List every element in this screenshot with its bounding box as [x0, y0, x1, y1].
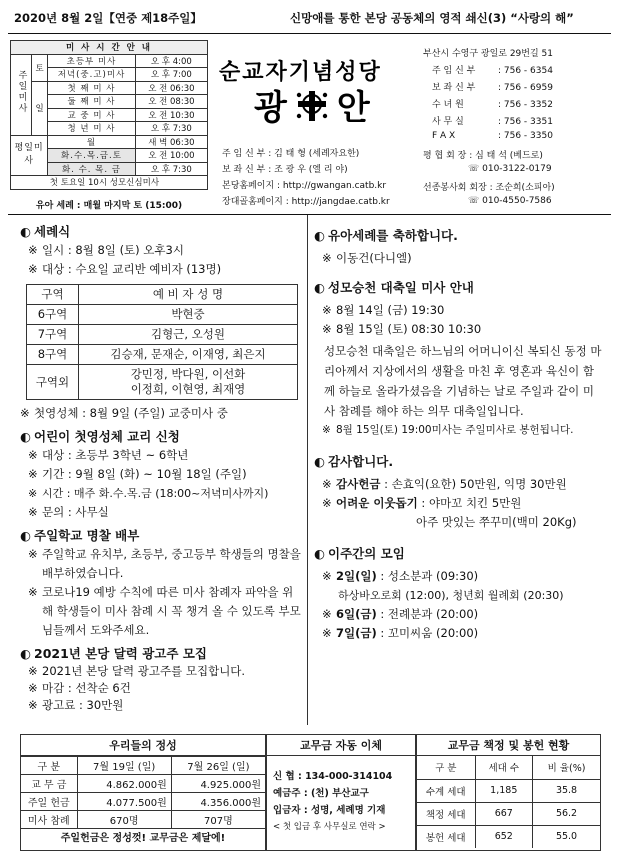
top-divider — [8, 214, 611, 215]
table-cell: 미사 참례 — [21, 811, 77, 829]
section-kids-title: ◐ 어린이 첫영성체 교리 신청 — [20, 429, 180, 444]
mass-time: 오 전 06:30 — [135, 81, 207, 95]
list-item: ※ 감사헌금 : 손효익(요한) 50만원, 익명 30만원 — [322, 477, 567, 491]
mass-time: 오 후 7:00 — [135, 68, 207, 82]
mass-time: 오 후 4:00 — [135, 54, 207, 68]
table-cell: 김형근, 오성원 — [79, 325, 298, 345]
weekday-mass-label: 평일미사 — [11, 135, 48, 176]
transfer-box — [266, 734, 416, 851]
mass-time: 오 후 7:30 — [135, 162, 207, 176]
issue-date: 2020년 8월 2일【연중 제18주일】 — [14, 11, 202, 25]
depositor-note: 입금자 : 성명, 세례명 기재 — [273, 805, 386, 816]
mass-name: 화. 수. 목. 금 — [48, 162, 135, 176]
mass-time: 오 전 10:00 — [135, 149, 207, 163]
contact-line: 수 녀 원 : 756 - 3352 — [432, 100, 553, 110]
list-item: ※ 마감 : 선착순 6건 — [28, 681, 131, 695]
list-item: ※ 광고료 : 30만원 — [28, 698, 124, 712]
table-header: 7월 26일 (일) — [171, 757, 265, 775]
list-item: ※ 기간 : 9월 8일 (화) ~ 10월 18일 (주일) — [28, 467, 247, 481]
table-cell: 수계 세대 — [417, 779, 475, 802]
sunday-mass-label: 주일미사 — [11, 54, 32, 135]
finance-footer: 주일헌금은 정성껏! 교무금은 제달에! — [60, 833, 226, 844]
table-cell: 김승재, 문재순, 이재영, 최은지 — [79, 345, 298, 365]
catechumen-table — [26, 284, 298, 400]
finance-table — [21, 756, 265, 829]
volunteer-president: 선종봉사회 회장 : 조순희(소피아) — [423, 183, 555, 193]
table-header: 예 비 자 성 명 — [79, 285, 298, 305]
mass-time: 오 전 08:30 — [135, 95, 207, 109]
mass-name: 저녁(중.고)미사 — [48, 68, 135, 82]
section-baptism-title: ◐ 세례식 — [20, 224, 71, 239]
list-item-continued: 아주 맛있는 쭈꾸미(백미 20Kg) — [416, 515, 577, 529]
issue-theme: 신망애를 통한 본당 공동체의 영적 쇄신(3) “사랑의 해” — [290, 11, 574, 25]
table-cell: 707명 — [171, 811, 265, 829]
mass-time: 새 벽 06:30 — [135, 135, 207, 149]
table-cell: 주일 헌금 — [21, 793, 77, 811]
transfer-details — [267, 756, 415, 836]
table-header: 구 분 — [417, 756, 475, 779]
stats-title: 교무금 책정 및 봉헌 현황 — [417, 735, 600, 756]
mass-schedule-title: 미 사 시 간 안 내 — [11, 41, 208, 55]
list-item: ※ 8월 15일 (토) 08:30 10:30 — [322, 322, 482, 336]
parish-homepage-link[interactable]: 본당홈페이지 : http://gwangan.catb.kr — [222, 181, 387, 191]
mass-schedule-table — [10, 40, 208, 190]
section-thanks-title: ◐ 감사합니다. — [314, 454, 394, 469]
table-header: 세대 수 — [475, 756, 533, 779]
title-left: 광 — [254, 88, 287, 128]
contact-line: F A X : 756 - 3350 — [432, 131, 553, 141]
mass-time: 오 후 7:30 — [135, 122, 207, 136]
mass-name: 둘 째 미 사 — [48, 95, 135, 109]
left-column — [20, 222, 302, 714]
parish-name: 순교자기념성당 — [219, 59, 382, 85]
table-cell: 4.925.000원 — [171, 775, 265, 793]
infant-baptism-note: 유아 세례 : 매월 마지막 토 (15:00) — [35, 201, 183, 211]
list-item: ※ 문의 : 사무실 — [28, 505, 109, 519]
cross-emblem-icon — [293, 89, 331, 123]
column-divider — [307, 215, 308, 725]
list-item: ※ 코로나19 예방 수칙에 따른 미사 참례자 파악을 위해 학생들이 미사 참례 시 꼭 챙겨 올 수 있도록 부모님들께서 도와주세요. — [28, 585, 301, 637]
stats-box — [416, 734, 601, 851]
saturday-label: 토 — [31, 54, 47, 81]
table-header: 구역 — [27, 285, 79, 305]
table-cell: 구역외 — [27, 365, 79, 400]
table-cell: 박현중 — [79, 305, 298, 325]
table-cell: 6구역 — [27, 305, 79, 325]
finance-title: 우리들의 정성 — [21, 735, 265, 756]
council-phone: ☏ 010-3122-0179 — [468, 164, 552, 174]
finance-box — [20, 734, 266, 851]
mass-name: 첫 째 미 사 — [48, 81, 135, 95]
title-right: 안 — [336, 88, 370, 128]
list-item-continued: 하상바오로회 (12:00), 청년회 월례회 (20:30) — [338, 589, 564, 602]
table-cell: 670명 — [77, 811, 171, 829]
contact-line: 사 무 실 : 756 - 3351 — [432, 117, 553, 127]
list-item: ※ 8월 14일 (금) 19:30 — [322, 303, 445, 317]
section-meetings-title: ◐ 이주간의 모임 — [314, 546, 405, 561]
list-item: ※ 첫영성체 : 8월 9일 (주일) 교중미사 중 — [20, 406, 228, 420]
assistant-priest-info: 보 좌 신 부 : 조 광 우 (엘 리 야) — [222, 165, 348, 175]
list-item: ※ 8월 15일(토) 19:00미사는 주일미사로 봉헌됩니다. — [322, 424, 574, 436]
list-item: ※ 어려운 이웃돕기 : 야마꼬 치킨 5만원 — [322, 496, 522, 510]
list-item: ※ 주일학교 유치부, 초등부, 중고등부 학생들의 명찰을 배부하였습니다. — [28, 547, 301, 580]
jangdae-homepage-link[interactable]: 장대골홈페이지 : http://jangdae.catb.kr — [222, 197, 390, 207]
contact-note: < 첫 입금 후 사무실로 연락 > — [273, 822, 386, 832]
pastor-info: 주 임 신 부 : 김 태 형 (세례자요한) — [222, 149, 360, 159]
circle-bullet-icon: ◐ — [314, 228, 325, 243]
list-item: ※ 7일(금) : 꼬미씨움 (20:00) — [322, 626, 479, 640]
list-item: ※ 2021년 본당 달력 광고주를 모집합니다. — [28, 664, 246, 678]
list-item: ※ 일시 : 8월 8일 (토) 오후3시 — [28, 243, 184, 257]
table-cell: 봉헌 세대 — [417, 825, 475, 848]
section-calendar-title: ◐ 2021년 본당 달력 광고주 모집 — [20, 646, 207, 661]
circle-bullet-icon: ◐ — [314, 280, 325, 295]
bank-account: 신 협 : 134-000-314104 — [273, 771, 393, 782]
assumption-body: 성모승천 대축일은 하느님의 어머니이신 복되신 동정 마리아께서 지상에서의 생활을 마친 후 영혼과 육신이 함께 하늘로 올라가셨음을 기념하는 날로 주일과 같이 미사 참례를 해야 하는 의무 대축일입니다. — [324, 344, 602, 418]
newsletter-title — [254, 80, 370, 129]
mass-name: 교 중 미 사 — [48, 108, 135, 122]
list-item: ※ 대상 : 수요일 교리반 예비자 (13명) — [28, 262, 222, 276]
list-item: ※ 이동건(다니엘) — [322, 251, 412, 265]
right-column — [314, 226, 604, 643]
table-header: 비 율(%) — [533, 756, 600, 779]
table-cell: 55.0 — [533, 825, 600, 848]
table-cell: 56.2 — [533, 802, 600, 825]
table-cell: 667 — [475, 802, 533, 825]
parish-address: 부산시 수영구 광일로 29번길 51 — [423, 49, 553, 59]
circle-bullet-icon: ◐ — [20, 646, 31, 661]
section-infant-baptism-title: ◐ 유아세례를 축하합니다. — [314, 228, 458, 243]
circle-bullet-icon: ◐ — [314, 454, 325, 469]
table-cell: 7구역 — [27, 325, 79, 345]
section-assumption-title: ◐ 성모승천 대축일 미사 안내 — [314, 280, 474, 295]
table-cell: 4.077.500원 — [77, 793, 171, 811]
table-cell: 교 무 금 — [21, 775, 77, 793]
transfer-title: 교무금 자동 이체 — [267, 735, 415, 756]
header-divider — [8, 33, 611, 34]
council-president: 평 협 회 장 : 심 태 석 (베드로) — [423, 151, 543, 161]
table-cell: 강민정, 박다원, 이선화 이정희, 이현영, 최재영 — [79, 365, 298, 400]
mass-name: 초등부 미사 — [48, 54, 135, 68]
volunteer-phone: ☏ 010-4550-7586 — [468, 196, 552, 206]
table-header: 7월 19일 (일) — [77, 757, 171, 775]
mass-time: 오 전 10:30 — [135, 108, 207, 122]
table-cell: 책정 세대 — [417, 802, 475, 825]
circle-bullet-icon: ◐ — [314, 546, 325, 561]
table-cell: 4.356.000원 — [171, 793, 265, 811]
account-holder: 예금주 : (천) 부산교구 — [273, 788, 369, 799]
list-item: ※ 2일(일) : 성소분과 (09:30) — [322, 569, 479, 583]
table-cell: 35.8 — [533, 779, 600, 802]
table-cell: 4.862.000원 — [77, 775, 171, 793]
table-cell: 1,185 — [475, 779, 533, 802]
table-header: 구 분 — [21, 757, 77, 775]
contact-line: 주 임 신 부 : 756 - 6354 — [432, 66, 553, 76]
list-item: ※ 대상 : 초등부 3학년 ~ 6학년 — [28, 448, 189, 462]
list-item: ※ 시간 : 매주 화.수.목.금 (18:00~저녁미사까지) — [28, 487, 269, 500]
sunday-label: 일 — [31, 81, 47, 135]
contact-line: 보 좌 신 부 : 756 - 6959 — [432, 83, 553, 93]
mass-name: 화.수.목.금.토 — [48, 149, 135, 163]
circle-bullet-icon: ◐ — [20, 224, 31, 239]
first-saturday-mass: 첫 토요일 10시 성모신심미사 — [48, 176, 208, 190]
table-cell: 652 — [475, 825, 533, 848]
section-sunday-school-title: ◐ 주일학교 명찰 배부 — [20, 528, 140, 543]
list-item: ※ 6일(금) : 전례분과 (20:00) — [322, 607, 479, 621]
stats-table — [417, 756, 600, 848]
circle-bullet-icon: ◐ — [20, 528, 31, 543]
table-cell: 8구역 — [27, 345, 79, 365]
mass-name: 청 년 미 사 — [48, 122, 135, 136]
mass-name: 월 — [48, 135, 135, 149]
circle-bullet-icon: ◐ — [20, 429, 31, 444]
